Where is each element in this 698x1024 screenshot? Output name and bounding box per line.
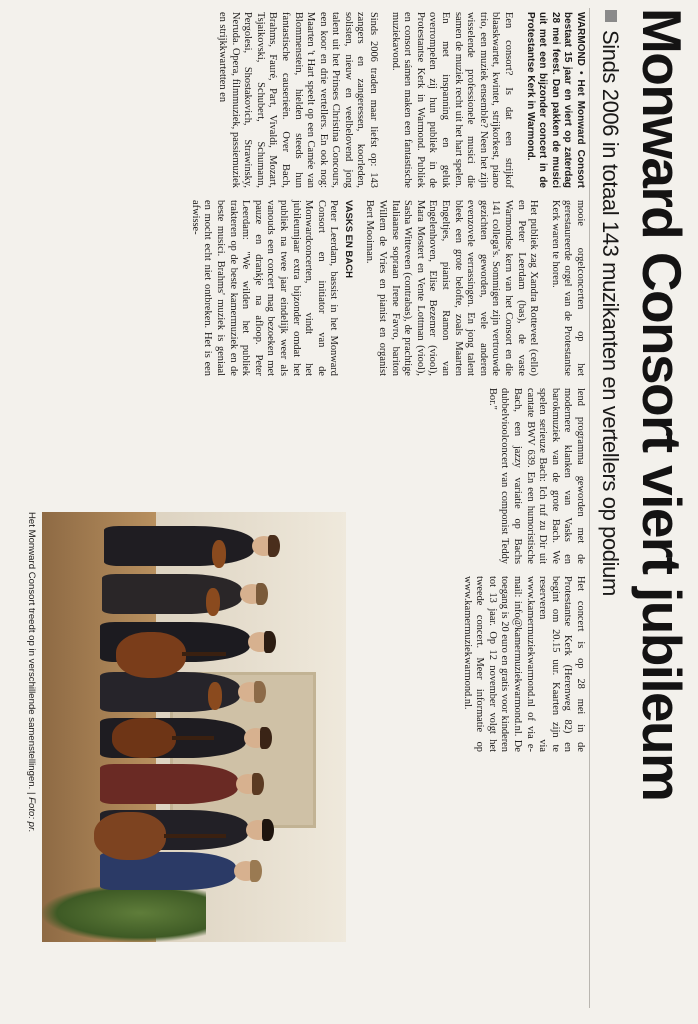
cello-neck bbox=[172, 736, 214, 740]
article-column-4 bbox=[451, 576, 586, 752]
musician-hair bbox=[250, 860, 262, 882]
article-column-1 bbox=[206, 12, 586, 188]
musician-figure bbox=[100, 764, 238, 804]
lede-text: Het Monward Consort bestaat 15 jaar en viert op zaterdag 28 mei feest. Dan pakken de musici uit met een bijzonder concert in de Protestantse Kerk in Warmond. bbox=[524, 12, 586, 188]
musician-hair bbox=[262, 819, 274, 841]
musician-hair bbox=[254, 681, 266, 703]
ensemble-photo bbox=[42, 512, 346, 942]
headline: Monward Consort viert jubileum bbox=[631, 8, 693, 801]
subheadline bbox=[596, 10, 624, 1010]
paragraph: Het publiek zag Xandra Rotteveel (cello) en Peter Leerdam (bas), de vaste Warmondse kern van het Consort en die 141 collega's. Sommigen zijn vertrouwde gezichten geworden, vele anderen evenzovele verrassingen. En jong talent bleek een grote belofte, zoals Maarten Engeltjes, pianist Ramon van Engelenhoven, Elise Bezemer (viool), Mara Mostert en Vente Lottman (viool), Sasha Witteveen (contrabas), de prachtige Italiaanse sopraan Irene Favro, bariton Willem de Vries en pianist en organist Bert Mooiman. bbox=[364, 200, 540, 376]
paragraph: Peter Leerdam, bassist in het Monward Consort en initiator van de Monwardconcerten, vindt het jubileumjaar extra bijzonder omdat het publiek na twee jaar eindelijk weer als vanouds een concert mag bezoeken met pauze en drankje na afloop. Peter Leerdam: "We wilden het publiek trakteren op de beste kamermuziek en de beste musici. Brahms' muziek is geniaal en mocht echt niet ontbreken. Het is een afwisse- bbox=[189, 200, 340, 376]
paragraph: mooie orgelconcerten op het gerestaureerde orgel van de Protestantse Kerk waren te horen. bbox=[549, 200, 586, 376]
double-bass-instrument bbox=[94, 812, 166, 860]
musician-hair bbox=[260, 727, 272, 749]
paragraph: Sinds 2006 traden maar liefst op: 143 zangers en zangeressen, koorleden, solisten, nieuw en veelbelovend jong talent uit het Prinses Christina Concours, een koor en drie vertellers. En ook nog: Maarten 't Hart speelt op een Camée van Blommenstein, hielden steeds hun fantastische causerieën. Over Bach, Brahms, Fauré, Part, Vivaldi, Mozart, Tsjaikovski, Schubert, Schumann, Pergolesi, Shostakovich, Strawinsky, Neruda. Opera, filmmuziek, passiemuziek en strijkkwartetten en bbox=[216, 12, 380, 188]
cello-neck bbox=[182, 652, 226, 656]
article-lede bbox=[523, 12, 586, 188]
paragraph: lend programma geworden met de modernere klanken van Vasks en barokmuziek van de grote Bach. We spelen serieuze Bach: Ich ruf zu Dir uit cantate BWV 639. En een humoristische Bach, een jazzy variatie op Bachs dubbelvioolconcert van componist Teddy Bor." bbox=[486, 388, 586, 564]
caption-text: Het Monward Consort treedt op in verschillende samenstellingen. bbox=[26, 512, 37, 790]
paragraph: Een consort? Is dat een strijkof blaaskwartet, kwintet, strijkorkest, piano trio, een muziek ensemble? Neen het zijn wisselende professionele musici die samen de muziek recht uit het hart spelen. En met inspanning en geluk overrompelen zij hun publiek in de Protestantse Kerk in Warmond. Publiek en consort sámen maken een fantastische muziekavond. bbox=[389, 12, 515, 188]
musician-hair bbox=[264, 631, 276, 653]
article-column-2 bbox=[179, 200, 586, 376]
cello-instrument bbox=[112, 718, 176, 758]
musician-figure bbox=[102, 574, 242, 614]
viola-instrument bbox=[208, 682, 222, 710]
subhead-marker-icon bbox=[605, 10, 617, 22]
photo-caption: Het Monward Consort treedt op in verschillende samenstellingen. | Foto: pr. bbox=[26, 512, 37, 833]
paragraph: Het concert is op 28 mei in de Protestantse Kerk (Herenweg 82) en begint om 20.15 uur. Kaarten zijn te reserveren via www.kamermuziekwarmond.nl of via e-mail: info@kamermuziekwarmond.nl. De toegang is 20 euro en gratis voor kinderen tot 13 jaar. Op 12 november volgt het tweede concert. Meer informatie op www.kamermuziekwarmond.nl. bbox=[461, 576, 586, 752]
violin-instrument bbox=[206, 588, 220, 616]
article-column-3 bbox=[476, 388, 586, 564]
photo-credit: Foto: pr. bbox=[26, 797, 37, 833]
subhead-text: Sinds 2006 in totaal 143 muzikanten en vertellers op podium bbox=[598, 30, 623, 596]
musician-hair bbox=[256, 583, 268, 605]
dateline: WARMOND • bbox=[575, 12, 586, 75]
musician-hair bbox=[252, 773, 264, 795]
section-subheading: VASKS EN BACH bbox=[342, 200, 354, 278]
photo-plant bbox=[42, 884, 206, 942]
double-bass-neck bbox=[164, 834, 226, 838]
musician-hair bbox=[268, 535, 280, 557]
violin-instrument bbox=[212, 540, 226, 568]
musician-figure bbox=[104, 526, 254, 566]
headline-divider bbox=[589, 8, 590, 1008]
cello-instrument bbox=[116, 632, 186, 678]
